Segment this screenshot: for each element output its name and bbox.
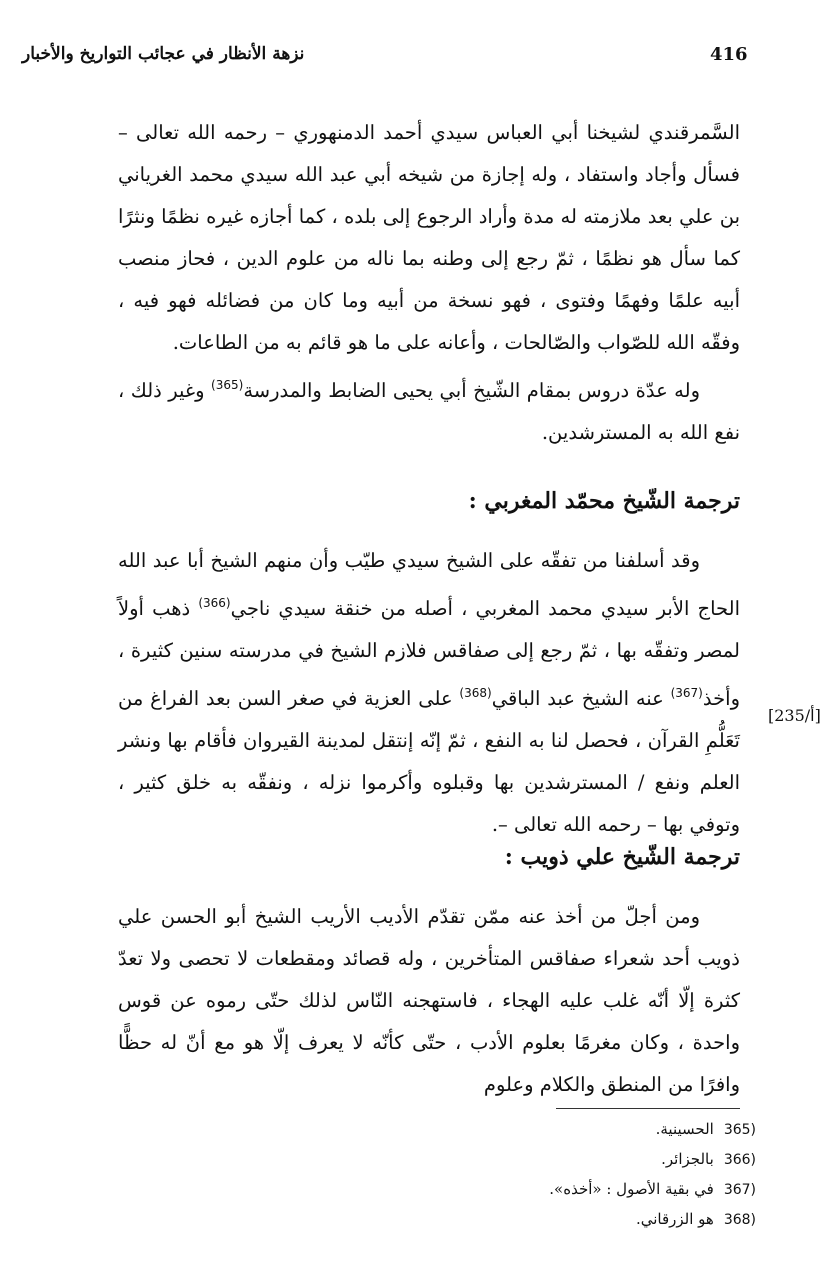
footnote-ref-366[interactable]: (366): [198, 596, 231, 610]
footnote-ref-367[interactable]: (367): [670, 686, 703, 700]
section-continuation: [118, 112, 740, 454]
footnote-368: 368)هو الزرقاني.: [635, 1210, 756, 1228]
section-mohamed-maghribi: [118, 540, 740, 846]
folio-margin-note: [235/أ]: [768, 706, 821, 725]
footnote-366: 366)بالجزائر.: [661, 1150, 756, 1168]
page-header: [22, 44, 748, 74]
footnote-365: 365)الحسينية.: [655, 1120, 756, 1138]
footnote-ref-368[interactable]: (368): [459, 686, 492, 700]
section-ali-dhuwayb: [118, 896, 740, 1106]
paragraph-samarqandi: السَّمرقندي لشيخنا أبي العباس سيدي أحمد الدمنهوري – رحمه الله تعالى – فسأل وأجاد واستفاد ، وله إجازة من شيخه أبي عبد الله سيدي محمد الغرياني بن علي بعد ملازمته له مدة وأراد الرجوع إلى بلده ، كما أجازه غيره نظمًا ونثرًا كما سأل هو نظمًا ، ثمّ رجع إلى وطنه بما ناله من علوم الدين ، فحاز منصب أبيه علمًا وفهمًا وفتوى ، فهو نسخة من أبيه وما كان من فضائله فهو فيه ، وفقّه الله للصّواب والصّالحات ، وأعانه على ما هو قائم به من الطاعات.: [118, 121, 740, 354]
heading-mohamed-maghribi: ترجمة الشّيخ محمّد المغربي :: [468, 488, 740, 514]
page-number: 416: [710, 44, 748, 65]
paragraph-mohamed-maghribi: وقد أسلفنا من تفقّه على الشيخ سيدي طيّب وأن منهم الشيخ أبا عبد الله الحاج الأبر سيدي محمد المغربي ، أصله من خنقة سيدي ناجي$^{(366)}$ ذهب أولاً لمصر وتفقّه بها ، ثمّ رجع إلى صفاقس فلازم الشيخ في مدرسته سنين كثيرة ، وأخذ$^{(367)}$ عنه الشيخ عبد الباقي$^{(368)}$ على العزية في صغر السن بعد الفراغ من تَعَلُّمِ القرآن ، فحصل لنا به النفع ، ثمّ إنّه إنتقل لمدينة القيروان فأقام بها ونشر العلم ونفع / المسترشدين بها وقبلوه وأكرموا نزله ، ونفقّه به خلق كثير ، وتوفي بها – رحمه الله تعالى –.: [118, 549, 740, 836]
paragraph-lessons: وله عدّة دروس بمقام الشّيخ أبي يحيى الضابط والمدرسة$^{(365)}$ وغير ذلك ، نفع الله به المسترشدين.: [118, 378, 740, 444]
footnote-367: 367)في بقية الأصول : «أخذه».: [549, 1180, 756, 1198]
running-title: نزهة الأنظار في عجائب التواريخ والأخبار: [22, 44, 305, 64]
footnote-ref-365[interactable]: (365): [211, 378, 244, 392]
heading-ali-dhuwayb: ترجمة الشّيخ علي ذويب :: [504, 844, 740, 870]
footnote-separator: [556, 1108, 740, 1109]
paragraph-ali-dhuwayb: ومن أجلّ من أخذ عنه ممّن تقدّم الأديب الأريب الشيخ أبو الحسن علي ذويب أحد شعراء صفاقس المتأخرين ، وله قصائد ومقطعات لا تحصى ولا تعدّ كثرة إلّا أنّه غلب عليه الهجاء ، فاستهجنه النّاس لذلك حتّى رموه عن قوس واحدة ، وكان مغرمًا بعلوم الأدب ، حتّى كأنّه لا يعرف إلّا هو مع أنّ له حظًّا وافرًا من المنطق والكلام وعلوم: [118, 905, 740, 1096]
